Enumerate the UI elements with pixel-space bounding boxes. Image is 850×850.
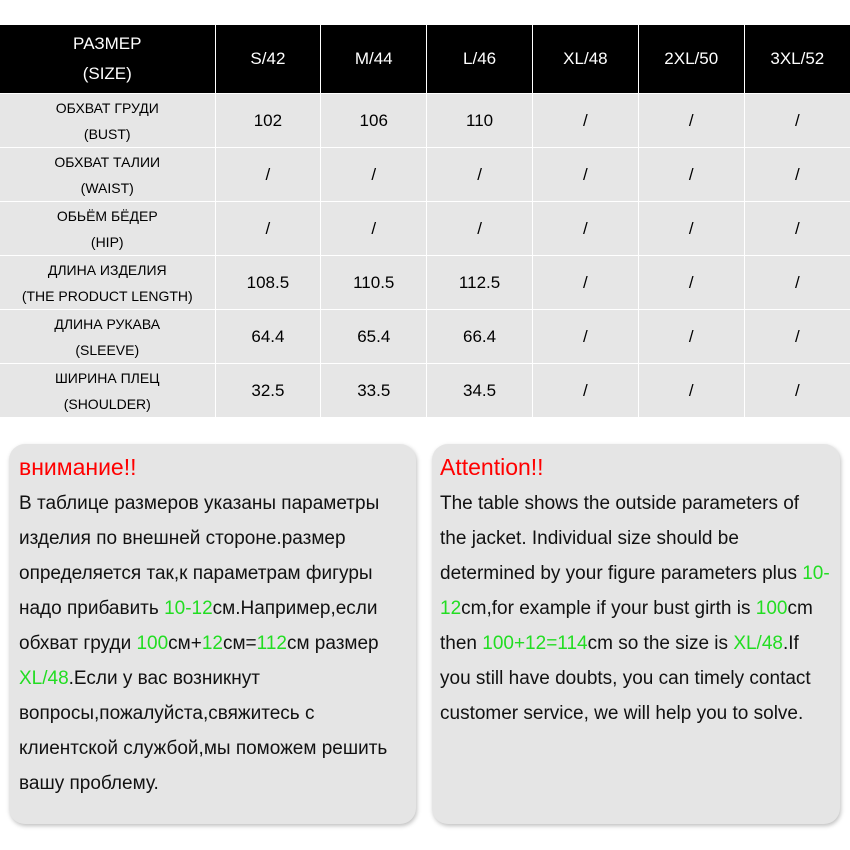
size-chart-table [0,25,850,418]
table-cell: / [744,256,850,310]
size-col-header: L/46 [427,25,533,94]
table-cell: 33.5 [321,364,427,418]
attention-note-ru [9,444,416,824]
table-cell: / [744,364,850,418]
note-highlight: 100+12=114 [482,633,588,654]
row-label-en: (HIP) [90,233,124,250]
table-cell: / [532,202,638,256]
note-highlight: 100 [755,598,788,619]
size-col-header: 3XL/52 [744,25,850,94]
table-row-waist [0,148,850,202]
note-text: В таблице размеров указаны параметры изделия по внешней стороне.размер определяется так,к параметрам фигуры надо прибавить [19,493,380,619]
row-label-ru: ДЛИНА ИЗДЕЛИЯ [47,261,167,278]
row-label [0,202,215,256]
note-body-en [440,486,830,731]
table-cell: 108.5 [215,256,321,310]
note-text: см размер [286,633,379,654]
table-cell: 110 [427,94,533,148]
table-cell: / [215,148,321,202]
note-highlight: 10-12 [440,563,830,619]
table-cell: / [532,94,638,148]
row-label-ru: ШИРИНА ПЛЕЦ [54,369,160,386]
table-row-sleeve [0,310,850,364]
note-text: см= [222,633,257,654]
row-label-en: (THE PRODUCT LENGTH) [21,287,193,304]
table-cell: 34.5 [427,364,533,418]
table-row-hip [0,202,850,256]
table-cell: / [744,94,850,148]
table-cell: / [532,310,638,364]
table-cell: / [744,148,850,202]
table-cell: 65.4 [321,310,427,364]
table-cell: / [638,364,744,418]
note-text: The table shows the outside parameters of the jacket. Individual size should be determined by your figure parameters plus [440,493,803,584]
row-label-en: (WAIST) [80,179,134,196]
table-cell: 32.5 [215,364,321,418]
note-highlight: 10-12 [164,598,213,619]
table-cell: / [744,202,850,256]
row-label-ru: ДЛИНА РУКАВА [54,315,161,332]
note-body-ru [19,486,406,801]
note-highlight: 100 [136,633,169,654]
size-col-header: M/44 [321,25,427,94]
table-cell: 102 [215,94,321,148]
table-cell: / [532,256,638,310]
table-cell: / [321,202,427,256]
size-col-header: 2XL/50 [638,25,744,94]
table-row-bust [0,94,850,148]
table-cell: 110.5 [321,256,427,310]
note-title-en: Attention!! [440,454,544,480]
table-cell: / [532,364,638,418]
note-text: .If you still have doubts, you can timely contact customer service, we will help you to solve. [440,633,811,724]
table-row-length [0,256,850,310]
size-header-en: (SIZE) [82,64,132,83]
row-label [0,148,215,202]
row-label-ru: ОБХВАТ ТАЛИИ [54,153,161,170]
table-cell: 106 [321,94,427,148]
table-row-shoulder [0,364,850,418]
note-title-ru: внимание!! [19,454,137,480]
size-header-cell [0,25,215,94]
table-cell: / [744,310,850,364]
table-cell: / [427,148,533,202]
note-highlight: 12 [201,633,223,654]
note-highlight: 112 [256,633,287,654]
table-cell: 64.4 [215,310,321,364]
table-cell: / [638,256,744,310]
note-text: см+ [168,633,202,654]
row-label [0,94,215,148]
table-cell: / [638,94,744,148]
table-cell: / [638,148,744,202]
row-label [0,364,215,418]
row-label-en: (SLEEVE) [75,341,140,358]
table-cell: / [638,310,744,364]
note-highlight: XL/48 [733,633,783,654]
row-label-ru: ОБХВАТ ГРУДИ [55,99,159,116]
row-label-en: (BUST) [83,125,131,142]
row-label-ru: ОБЬЁМ БЁДЕР [56,207,158,224]
row-label [0,310,215,364]
size-header-ru: РАЗМЕР [73,34,142,53]
table-cell: / [532,148,638,202]
attention-note-en [432,444,840,824]
row-label [0,256,215,310]
note-text: cm then [440,598,813,654]
note-text: см.Например,если обхват груди [19,598,378,654]
table-cell: / [427,202,533,256]
table-header-row [0,25,850,94]
note-text: .Если у вас возникнут вопросы,пожалуйста,свяжитесь с клиентской службой,мы поможем решить вашу проблему. [19,668,388,794]
size-col-header: S/42 [215,25,321,94]
size-col-header: XL/48 [532,25,638,94]
table-cell: 66.4 [427,310,533,364]
note-text: cm,for example if your bust girth is [461,598,756,619]
note-text: cm so the size is [587,633,734,654]
table-cell: 112.5 [427,256,533,310]
table-cell: / [321,148,427,202]
note-highlight: XL/48 [19,668,69,689]
table-cell: / [215,202,321,256]
row-label-en: (SHOULDER) [63,395,151,412]
table-cell: / [638,202,744,256]
